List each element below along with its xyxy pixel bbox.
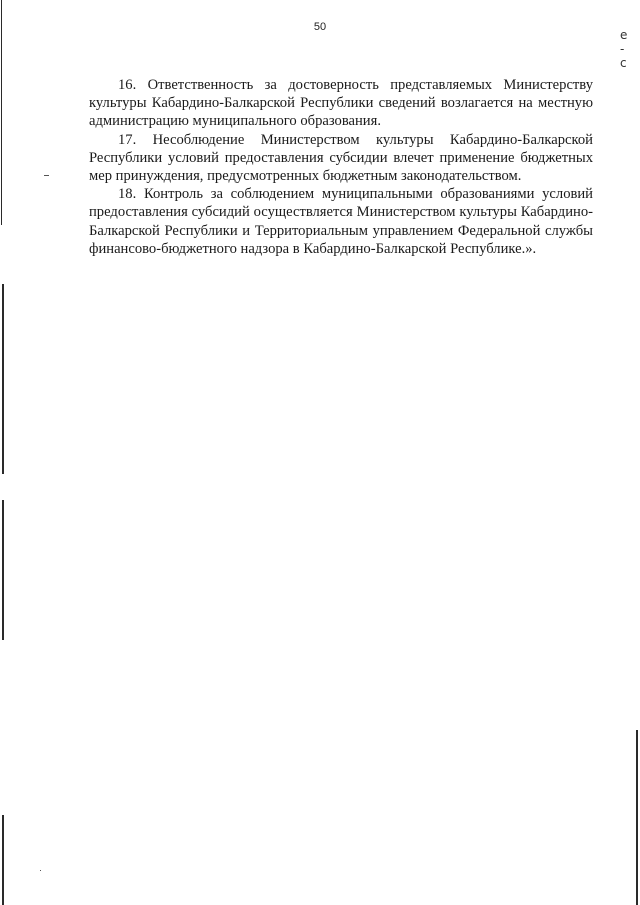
paragraph-16: 16. Ответственность за достоверность представляемых Министерству культуры Кабардино-Балкарской Республики сведений возлагается на местную администрацию муниципального образования. bbox=[89, 77, 593, 130]
scan-speck-bottom bbox=[40, 870, 41, 871]
paragraph-18: 18. Контроль за соблюдением муниципальными образованиями условий предоставления субсидий осуществляется Министерством культуры Кабардино-Балкарской Республики и Территориальным управлением Федеральной службы финансово-бюджетного надзора в Кабардино-Балкарской Республике.». bbox=[89, 186, 593, 257]
scan-edge-line-right-bottom bbox=[636, 730, 638, 905]
document-body bbox=[89, 76, 593, 258]
scan-edge-line-left-lower bbox=[2, 500, 4, 640]
scan-corner-mark: е ‐ с bbox=[620, 28, 628, 70]
scan-edge-line-left-top bbox=[1, 0, 2, 225]
scan-speck-left bbox=[44, 175, 49, 176]
paragraph-17: 17. Несоблюдение Министерством культуры Кабардино-Балкарской Республики условий предоставления субсидии влечет применение бюджетных мер принуждения, предусмотренных бюджетным законодательством. bbox=[89, 131, 593, 185]
page-number: 50 bbox=[313, 21, 327, 33]
scan-edge-line-left-middle bbox=[2, 284, 4, 474]
scan-edge-line-left-bottom bbox=[2, 815, 4, 905]
